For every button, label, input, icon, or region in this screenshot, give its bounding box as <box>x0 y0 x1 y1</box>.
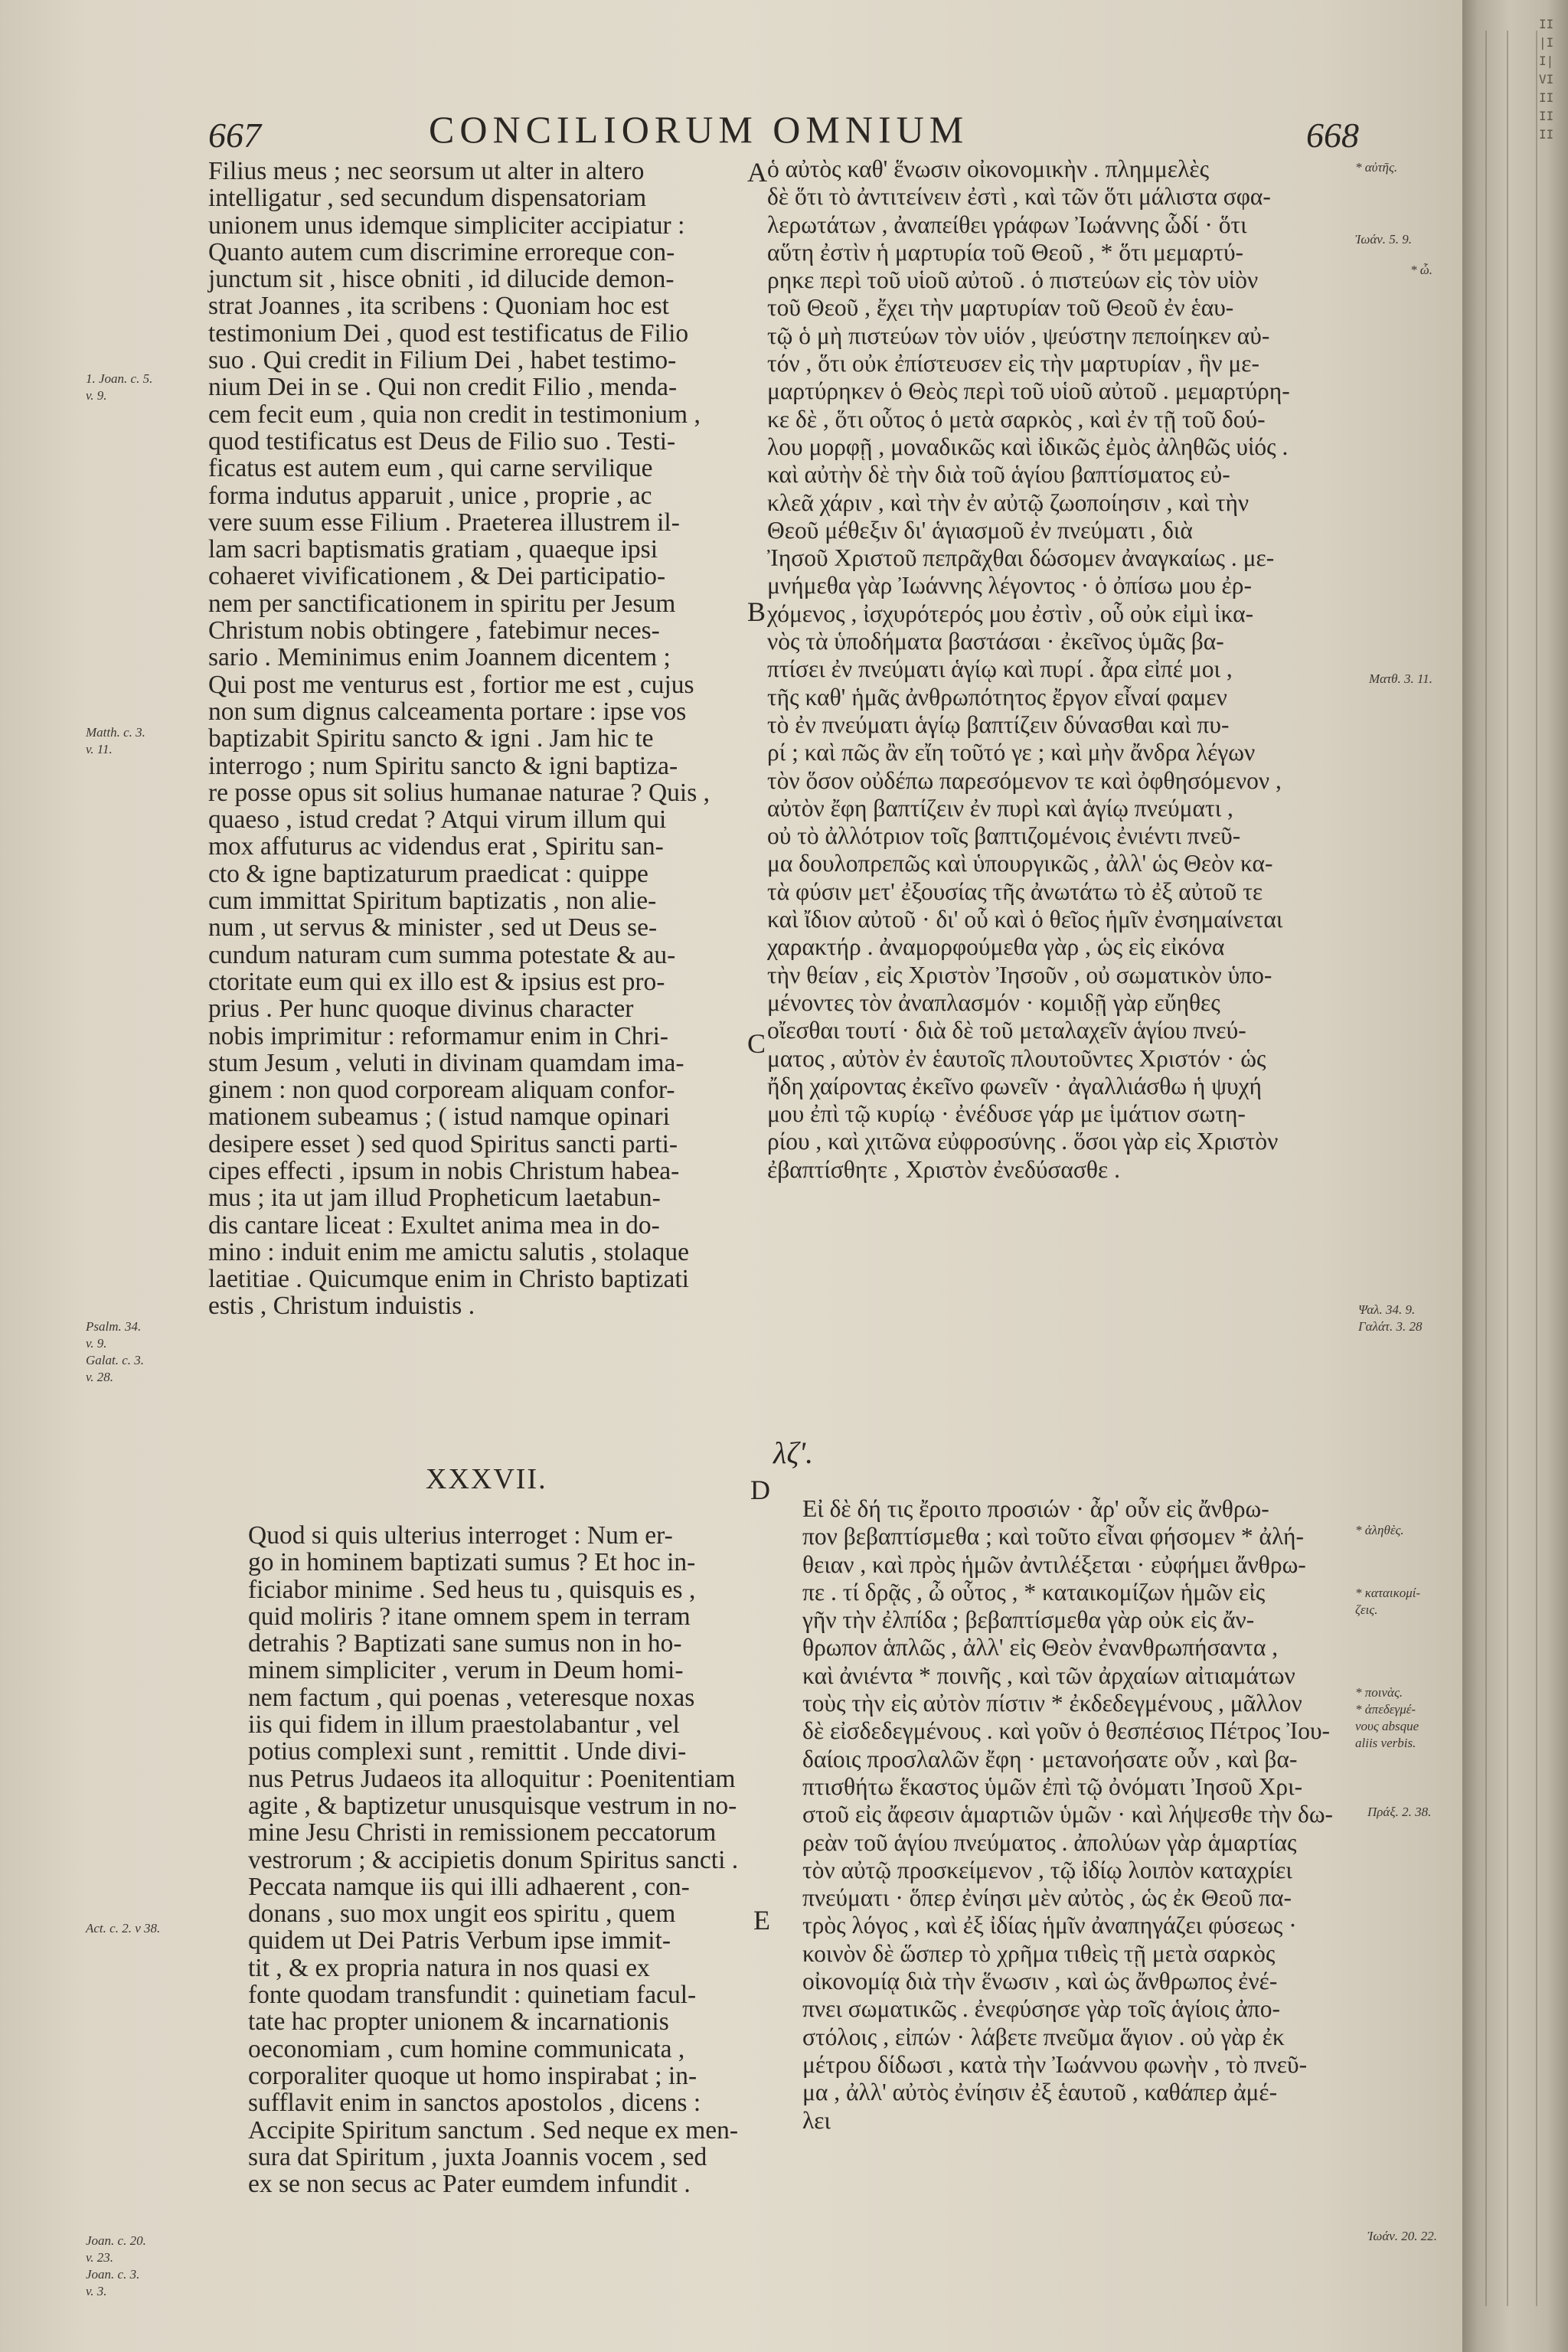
text-line: καὶ ἀνιέντα * ποινῆς , καὶ τῶν ἀρχαίων αἰτιαμάτων <box>802 1661 1295 1689</box>
section-letter-e: E <box>753 1905 770 1936</box>
page-number-right: 668 <box>1306 116 1359 155</box>
text-line: μνήμεθα γὰρ Ἰωάννης λέγοντος · ὁ ὀπίσω μου ἐρ- <box>767 572 1252 599</box>
margin-note-left: Act. c. 2. v 38. <box>86 1921 161 1936</box>
text-line: interrogo ; num Spiritu sancto & igni baptiza- <box>208 751 678 780</box>
text-line: μαρτύρηκεν ὁ Θεὸς περὶ τοῦ υἱοῦ αὐτοῦ . μεμαρτύρη- <box>767 377 1290 405</box>
text-line: strat Joannes , ita scribens : Quoniam hoc est <box>208 292 669 321</box>
margin-note-right: Ἰωάν. 5. 9. <box>1355 232 1413 247</box>
text-line: re posse opus sit solius humanae naturae ? Quis , <box>208 778 710 807</box>
text-line: tate hac propter unionem & incarnationis <box>248 2007 669 2037</box>
text-line: sura dat Spiritum , juxta Joannis vocem , sed <box>248 2142 707 2171</box>
text-line: non sum dignus calceamenta portare : ipse vos <box>208 697 687 726</box>
text-line: τὴν θείαν , εἰς Χριστὸν Ἰησοῦν , οὐ σωματικὸν ὑπο- <box>767 961 1272 988</box>
text-line: cundum naturam cum summa potestate & au- <box>208 940 676 969</box>
text-line: prius . Per hunc quoque divinus character <box>208 995 634 1024</box>
margin-note-left: Psalm. 34. v. 9. Galat. c. 3. v. 28. <box>86 1319 145 1384</box>
latin-column-bottom <box>248 1522 753 2197</box>
margin-note-right: * ποινὰς. * ἀπεδεγμέ- νους absque aliis verbis. <box>1355 1685 1419 1750</box>
text-line: Εἰ δὲ δή τις ἔροιτο προσιών · ἆρ' οὖν εἰς ἄνθρω- <box>802 1495 1269 1522</box>
text-line: πε . τί δρᾷς , ὦ οὗτος , * καταικομίζων ἡμῶν εἰς <box>802 1578 1266 1606</box>
text-line: λει <box>802 2106 831 2134</box>
text-line: Θεοῦ μέθεξιν δι' ἁγιασμοῦ ἐν πνεύματι , διὰ <box>767 516 1193 544</box>
margin-note-right: Πράξ. 2. 38. <box>1367 1805 1432 1819</box>
greek-column-top <box>767 155 1349 1184</box>
section-letter-c: C <box>747 1028 766 1059</box>
text-line: quidem ut Dei Patris Verbum ipse immit- <box>248 1926 671 1955</box>
text-line: agite , & baptizetur unusquisque vestrum in no- <box>248 1791 737 1820</box>
text-line: potius complexi sunt , remittit . Unde divi- <box>248 1737 687 1766</box>
text-line: αὐτὸν ἔφη βαπτίζειν ἐν πυρὶ καὶ ἁγίῳ πνεύματι , <box>767 794 1233 822</box>
text-line: sufflavit enim in sanctos apostolos , dicens : <box>248 2089 701 2118</box>
book-gutter <box>1462 0 1568 2352</box>
text-line: Peccata namque iis qui illi adhaerent , con- <box>248 1872 690 1901</box>
section-heading-greek: λζ'. <box>773 1436 814 1470</box>
text-line: ἐβαπτίσθητε , Χριστὸν ἐνεδύσασθε . <box>767 1155 1120 1183</box>
text-line: tit , & ex propria natura in nos quasi ex <box>248 1953 650 1982</box>
text-line: μου ἐπὶ τῷ κυρίῳ · ἐνέδυσε γάρ με ἱμάτιον σωτη- <box>767 1100 1246 1128</box>
text-line: dis cantare liceat : Exultet anima mea in do- <box>208 1210 660 1240</box>
text-line: δὲ εἰσδεδεγμένους . καὶ γοῦν ὁ θεσπέσιος Πέτρος Ἰου- <box>802 1717 1331 1745</box>
text-line: mino : induit enim me amictu salutis , stolaque <box>208 1237 690 1266</box>
margin-note-right: Ματθ. 3. 11. <box>1369 671 1433 686</box>
text-line: ginem : non quod corpoream aliquam confor- <box>208 1076 675 1105</box>
text-line: oeconomiam , cum homine communicata , <box>248 2034 685 2063</box>
text-line: τρὸς λόγος , καὶ ἐξ ἰδίας ἡμῖν ἀναπηγάζει φύσεως · <box>802 1912 1297 1939</box>
text-line: nium Dei in se . Qui non credit Filio , menda- <box>208 373 678 402</box>
text-line: μένοντες τὸν ἀναπλασμόν · κομιδῇ γὰρ εὔηθες <box>767 988 1220 1016</box>
section-letter-a: A <box>747 157 767 188</box>
text-line: πον βεβαπτίσμεθα ; καὶ τοῦτο εἶναι φήσομεν * ἀλή- <box>802 1523 1305 1550</box>
text-line: nobis imprimitur : reformamur enim in Chri- <box>208 1021 669 1050</box>
margin-note-right: * ὦ. <box>1410 263 1433 277</box>
text-line: corporaliter quoque ut homo inspirabat ; in- <box>248 2061 697 2090</box>
text-line: χαρακτήρ . ἀναμορφούμεθα γὰρ , ὡς εἰς εἰκόνα <box>767 933 1225 961</box>
text-line: τοὺς τὴν εἰς αὐτὸν πίστιν * ἐκδεδεγμένους , μᾶλλον <box>802 1690 1302 1717</box>
text-line: αὕτη ἐστὶν ἡ μαρτυρία τοῦ Θεοῦ , * ὅτι μεμαρτύ- <box>767 238 1244 266</box>
text-line: ρεὰν τοῦ ἁγίου πνεύματος . ἀπολύων γὰρ ἁμαρτίας <box>802 1828 1297 1856</box>
text-line: τοῦ Θεοῦ , ἔχει τὴν μαρτυρίαν τοῦ Θεοῦ ἐν ἑαυ- <box>767 294 1234 322</box>
text-line: τὸν ὅσον οὐδέπω παρεσόμενον τε καὶ ὀφθησόμενον , <box>767 766 1282 794</box>
text-line: γῆν τὴν ἐλπίδα ; βεβαπτίσμεθα γὰρ οὐκ εἰς ἄν- <box>802 1606 1255 1634</box>
gutter-text: II|II|VIIIIIII <box>1539 17 1554 142</box>
margin-note-right: Ἰωάν. 20. 22. <box>1367 2229 1438 2243</box>
text-line: πτισθήτω ἕκαστος ὑμῶν ἐπὶ τῷ ὀνόματι Ἰησοῦ Χρι- <box>802 1772 1303 1800</box>
text-line: iis qui fidem in illum praestolabantur , vel <box>248 1710 680 1740</box>
text-line: μα , ἀλλ' αὐτὸς ἐνίησιν ἐξ ἑαυτοῦ , καθάπερ ἀμέ- <box>802 2079 1278 2106</box>
margin-note-left: 1. Joan. c. 5. v. 9. <box>86 371 153 403</box>
text-line: ματος , αὐτὸν ἐν ἑαυτοῖς πλουτοῦντες Χριστόν · ὡς <box>767 1044 1266 1072</box>
text-line: πνει σωματικῶς . ἐνεφύσησε γὰρ τοῖς ἁγίοις ἀπο- <box>802 1995 1281 2023</box>
text-line: χόμενος , ἰσχυρότερός μου ἐστὶν , οὗ οὐκ εἰμὶ ἱκα- <box>767 599 1254 627</box>
section-heading-latin: XXXVII. <box>426 1463 547 1495</box>
text-line: ρηκε περὶ τοῦ υἱοῦ αὐτοῦ . ὁ πιστεύων εἰς τὸν υἱὸν <box>767 266 1259 294</box>
text-line: ὁ αὐτὸς καθ' ἕνωσιν οἰκονομικὴν . πλημμελὲς <box>767 155 1210 182</box>
page-number-left: 667 <box>208 116 261 155</box>
text-line: ρί ; καὶ πῶς ἂν εἴη τοῦτό γε ; καὶ μὴν ἄνδρα λέγων <box>767 739 1256 766</box>
text-line: quid moliris ? itane omnem spem in terram <box>248 1602 691 1631</box>
text-line: intelligatur , sed secundum dispensatoriam <box>208 184 647 213</box>
text-line: quaeso , istud credat ? Atqui virum illum qui <box>208 805 667 835</box>
text-line: Christum nobis obtingere , fatebimur neces- <box>208 616 660 645</box>
text-line: cto & igne baptizaturum praedicat : quippe <box>208 859 648 888</box>
text-line: mine Jesu Christi in remissionem peccatorum <box>248 1818 717 1847</box>
text-line: cohaeret vivificationem , & Dei participatio- <box>208 562 666 591</box>
text-line: πνεύματι · ὅπερ ἐνίησι μὲν αὐτὸς , ὡς ἐκ Θεοῦ πα- <box>802 1884 1292 1912</box>
text-line: mationem subeamus ; ( istud namque opinari <box>208 1102 670 1132</box>
text-line: go in hominem baptizati sumus ? Et hoc in- <box>248 1548 696 1577</box>
running-title: CONCILIORUM OMNIUM <box>429 108 969 151</box>
section-letter-d: D <box>750 1475 770 1505</box>
margin-note-left: Matth. c. 3. v. 11. <box>86 725 145 756</box>
text-line: junctum sit , hisce obniti , id dilucide demon- <box>208 265 675 294</box>
text-line: κοινὸν δὲ ὥσπερ τὸ χρῆμα τιθεὶς τῇ μετὰ σαρκὸς <box>802 1939 1276 1967</box>
text-line: στόλοις , εἰπών · λάβετε πνεῦμα ἅγιον . οὐ γὰρ ἐκ <box>802 2023 1285 2050</box>
text-line: τὸν αὐτῷ προσκείμενον , τῷ ἰδίῳ λοιπὸν καταχρίει <box>802 1856 1292 1883</box>
text-line: δαίοις προσλαλῶν ἔφη · μετανοήσατε οὖν , καὶ βα- <box>802 1745 1298 1772</box>
text-line: desipere esset ) sed quod Spiritus sancti parti- <box>208 1129 678 1158</box>
text-line: νὸς τὰ ὑποδήματα βαστάσαι · ἐκεῖνος ὑμᾶς βα- <box>767 628 1224 655</box>
text-line: Quanto autem cum discrimine erroreque con- <box>208 237 675 266</box>
text-line: mus ; ita ut jam illud Propheticum laetabun- <box>208 1184 661 1213</box>
text-line: minem simpliciter , verum in Deum homi- <box>248 1656 684 1685</box>
text-line: λερωτάτων , ἀναπείθει γράφων Ἰωάννης ὧδί · ὅτι <box>767 211 1247 238</box>
text-line: testimonium Dei , quod est testificatus de Filio <box>208 318 689 348</box>
margin-note-left: Joan. c. 20. v. 23. Joan. c. 3. v. 3. <box>86 2233 146 2298</box>
text-line: τόν , ὅτι οὐκ ἐπίστευσεν εἰς τὴν μαρτυρίαν , ἣν με- <box>767 350 1259 377</box>
text-line: μα δουλοπρεπῶς καὶ ὑπουργικῶς , ἀλλ' ὡς Θεὸν κα- <box>767 850 1273 877</box>
text-line: nem per sanctificationem in spiritu per Jesum <box>208 589 676 618</box>
text-line: estis , Christum induistis . <box>208 1292 475 1321</box>
text-line: Accipite Spiritum sanctum . Sed neque ex men- <box>248 2115 739 2145</box>
text-line: Quod si quis ulterius interroget : Num er- <box>248 1521 673 1550</box>
text-line: nem factum , qui poenas , veteresque noxas <box>248 1683 695 1712</box>
text-line: unionem unus idemque simpliciter accipiatur : <box>208 211 685 240</box>
text-line: forma indutus apparuit , unice , proprie , ac <box>208 481 652 510</box>
text-line: τὸ ἐν πνεύματι ἁγίῳ βαπτίζειν δύνασθαι καὶ πυ- <box>767 710 1230 738</box>
text-line: πτίσει ἐν πνεύματι ἁγίῳ καὶ πυρί . ἆρα εἰπέ μοι , <box>767 655 1233 683</box>
text-line: detrahis ? Baptizati sane sumus non in ho- <box>248 1629 682 1658</box>
margin-note-right: * καταικομί- ζεις. <box>1355 1586 1421 1617</box>
text-line: μέτρου δίδωσι , κατὰ τὴν Ἰωάννου φωνὴν , τὸ πνεῦ- <box>802 2050 1308 2078</box>
text-line: cem fecit eum , quia non credit in testimonium , <box>208 400 701 429</box>
text-line: baptizabit Spiritu sancto & igni . Jam hic te <box>208 724 654 753</box>
text-line: καὶ ἴδιον αὐτοῦ · δι' οὗ καὶ ὁ θεῖος ἡμῖν ἐνσημαίνεται <box>767 906 1283 933</box>
latin-column-top <box>208 158 752 1320</box>
text-line: ρίου , καὶ χιτῶνα εὐφροσύνης . ὅσοι γὰρ εἰς Χριστὸν <box>767 1128 1279 1155</box>
text-line: Ἰησοῦ Χριστοῦ πεπρᾶχθαι δώσομεν ἀναγκαίως . με- <box>767 544 1275 572</box>
text-line: καὶ αὐτὴν δὲ τὴν διὰ τοῦ ἁγίου βαπτίσματος εὐ- <box>767 461 1230 488</box>
text-line: fonte quodam transfundit : quinetiam facul- <box>248 1981 697 2010</box>
text-line: θειαν , καὶ πρὸς ἡμῶν ἀντιλέξεται · εὐφήμει ἄνθρω- <box>802 1550 1306 1578</box>
text-line: ex se non secus ac Pater eumdem infundit . <box>248 2170 691 2199</box>
text-line: donans , suo mox ungit eos spiritu , quem <box>248 1900 676 1929</box>
text-line: laetitiae . Quicumque enim in Christo baptizati <box>208 1265 689 1294</box>
margin-note-right: * αὐτῆς. <box>1355 160 1398 175</box>
text-line: ἤδη χαίροντας ἐκεῖνο φωνεῖν · ἀγαλλιάσθω ἡ ψυχή <box>767 1072 1263 1099</box>
text-line: nus Petrus Judaeos ita alloquitur : Poenitentiam <box>248 1764 736 1793</box>
text-line: τὰ φύσιν μετ' ἐξουσίας τῆς ἀνωτάτω τὸ ἐξ αὐτοῦ τε <box>767 877 1263 905</box>
text-line: ctoritate eum qui ex illo est & ipsius est pro- <box>208 967 665 996</box>
text-line: ficatus est autem eum , qui carne servilique <box>208 454 653 483</box>
text-line: vestrorum ; & accipietis donum Spiritus sancti . <box>248 1845 739 1874</box>
text-line: δὲ ὅτι τὸ ἀντιτείνειν ἐστὶ , καὶ τῶν ὅτι μάλιστα σφα- <box>767 183 1271 211</box>
text-line: mox affuturus ac videndus erat , Spiritu san- <box>208 832 664 861</box>
section-letter-b: B <box>747 596 766 627</box>
text-line: στοῦ εἰς ἄφεσιν ἁμαρτιῶν ὑμῶν · καὶ λήψεσθε τὴν δω- <box>802 1801 1334 1828</box>
text-line: κε δὲ , ὅτι οὗτος ὁ μετὰ σαρκὸς , καὶ ἐν τῇ τοῦ δού- <box>767 405 1266 433</box>
text-line: ficiabor minime . Sed heus tu , quisquis es , <box>248 1575 696 1604</box>
margin-note-right: * ἀληθὲς. <box>1355 1523 1404 1537</box>
text-line: Qui post me venturus est , fortior me est , cujus <box>208 670 694 699</box>
text-line: lam sacri baptismatis gratiam , quaeque ipsi <box>208 535 658 564</box>
text-line: stum Jesum , veluti in divinam quamdam ima- <box>208 1048 684 1077</box>
text-line: λου μορφῇ , μοναδικῶς καὶ ἰδικῶς ἐμὸς ἀληθῶς υἱός . <box>767 433 1289 460</box>
text-line: cipes effecti , ipsum in nobis Christum habea- <box>208 1156 680 1185</box>
text-line: sario . Meminimus enim Joannem dicentem ; <box>208 643 671 672</box>
greek-column-bottom <box>802 1495 1384 2135</box>
text-line: οὐ τὸ ἀλλότριον τοῖς βαπτιζομένοις ἐνιέντι πνεῦ- <box>767 822 1241 850</box>
text-line: κλεᾶ χάριν , καὶ τὴν ἐν αὐτῷ ζωοποίησιν , καὶ τὴν <box>767 488 1250 516</box>
text-line: Filius meus ; nec seorsum ut alter in altero <box>208 157 645 185</box>
text-line: τῷ ὁ μὴ πιστεύων τὸν υἱόν , ψεύστην πεποίηκεν αὐ- <box>767 322 1270 349</box>
text-line: num , ut servus & minister , sed ut Deus se- <box>208 913 658 942</box>
text-line: τῆς καθ' ἡμᾶς ἀνθρωπότητος ἔργον εἶναί φαμεν <box>767 683 1227 710</box>
text-line: suo . Qui credit in Filium Dei , habet testimo- <box>208 346 677 375</box>
text-line: οἰκονομίᾳ διὰ τὴν ἕνωσιν , καὶ ὡς ἄνθρωπος ἐνέ- <box>802 1968 1278 1995</box>
margin-note-right: Ψαλ. 34. 9. Γαλάτ. 3. 28 <box>1358 1302 1423 1334</box>
text-line: cum immittat Spiritum baptizatis , non alie- <box>208 887 657 916</box>
text-line: οἴεσθαι τουτί · διὰ δὲ τοῦ μεταλαχεῖν ἁγίου πνεύ- <box>767 1017 1246 1044</box>
text-line: vere suum esse Filium . Praeterea illustrem il- <box>208 508 680 537</box>
text-line: θρωπον ἁπλῶς , ἀλλ' εἰς Θεὸν ἐνανθρωπήσαντα , <box>802 1634 1279 1661</box>
text-line: quod testificatus est Deus de Filio suo . Testi- <box>208 426 676 456</box>
